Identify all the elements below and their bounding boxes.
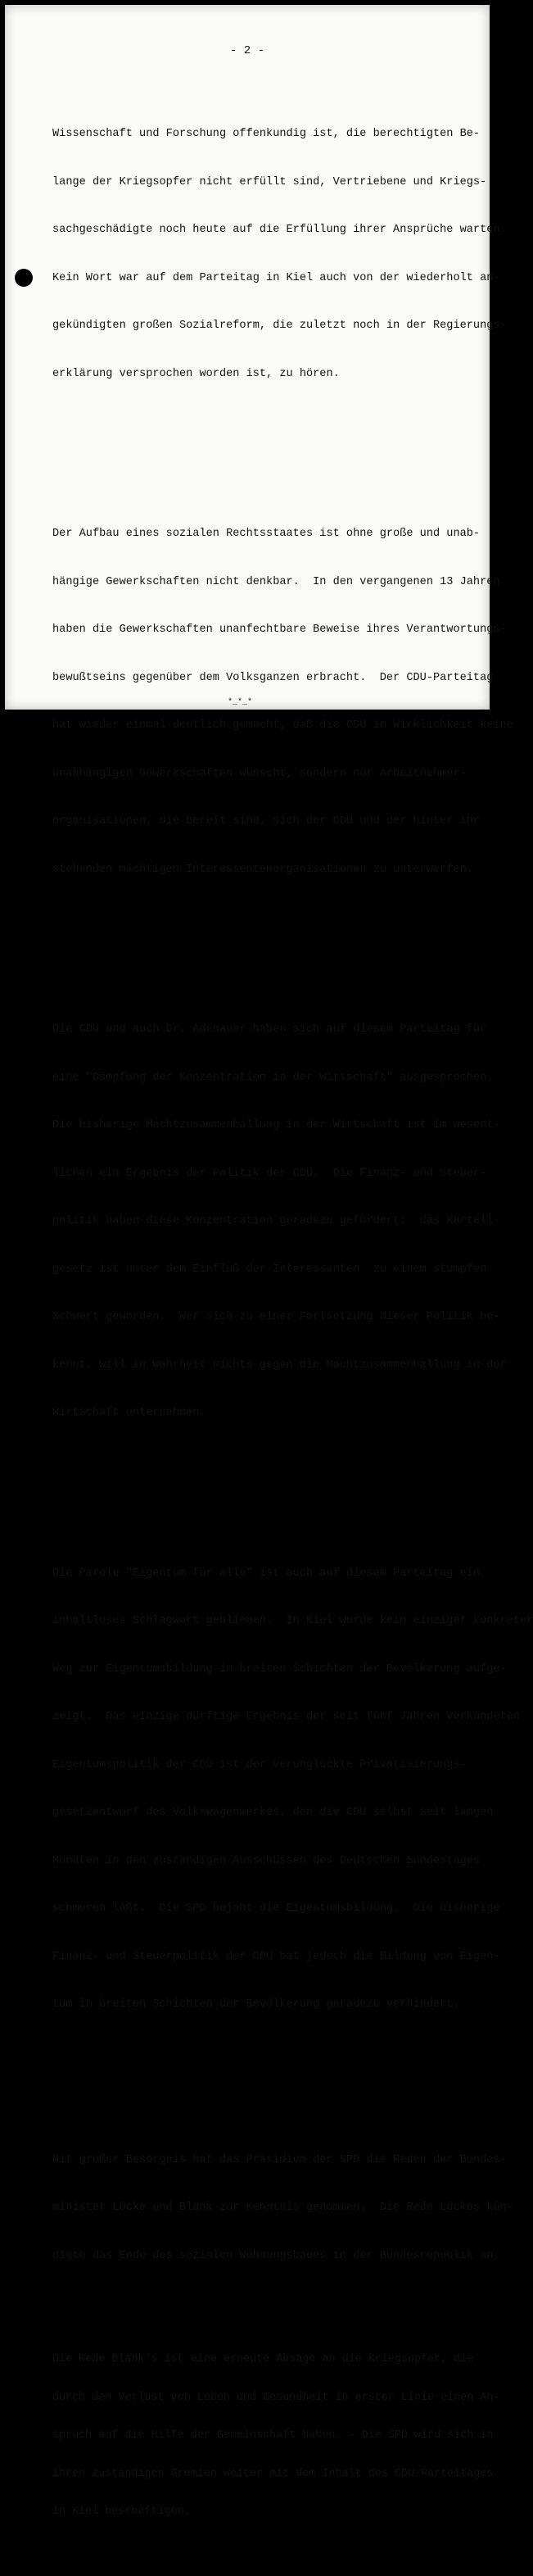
text-line: ihren zuständigen Gremien weiter mit dem Inhalt des CDU-Parteitages — [52, 2467, 494, 2480]
text-line: gesetzentwurf des Volkswagenwerkes, den die CDU selbst seit langen — [52, 1807, 494, 1819]
text-line: unabhängigen Gewerkschaften wünscht, sondern nur Arbeitnehmer- — [52, 767, 467, 780]
text-line: inhaltloses Schlagwort geblieben. In Kiel wurde kein einziger konkreter — [52, 1615, 533, 1627]
text-line: minister Lücke und Blank zur Kenntnis genommen. Die Rede Lückes kün- — [52, 2202, 513, 2214]
text-line: tum in breiten Schichten der Bevölkerung geradezu verhindert. — [52, 1998, 460, 2011]
text-line: zeigt. Das einzige dürftige Ergebnis der seit fünf Jahren verkündeten — [52, 1711, 521, 1723]
text-line: politik haben diese Konzentration geradezu gefördert; das Kartell- — [52, 1215, 500, 1227]
text-line: lange der Kriegsopfer nicht erfüllt sind, Vertriebene und Kriegs- — [52, 175, 487, 188]
page-number: - 2 - — [229, 44, 264, 57]
text-line: hat wieder einmal deutlich gemacht, daß die CDU in Wirklichkeit keine — [52, 719, 513, 732]
text-line: haben die Gewerkschaften unanfechtbare Beweise ihres Verantwortungs- — [52, 624, 507, 636]
text-line: Der Aufbau eines sozialen Rechtsstaates ist ohne große und unab- — [52, 528, 481, 540]
document-page — [5, 5, 533, 2518]
text-line: Schwert geworden. Wer sich zu einer Fortsetzung dieser Politik be- — [52, 1311, 500, 1323]
text-line: hängige Gewerkschaften nicht denkbar. In den vergangenen 13 Jahren — [52, 575, 500, 588]
text-line: Die Rede Blank's ist eine erneute Absage an die Kriegsopfer, die — [52, 2353, 474, 2365]
document-body — [52, 62, 533, 2576]
text-line: bewußtseins gegenüber dem Volksganzen erbracht. Der CDU-Parteitag — [52, 671, 494, 684]
text-line: digte das Ende des sozialen Wohnungsbaues in der Bundesrepublik an. — [52, 2249, 500, 2262]
text-line: Finanz- und Steuerpolitik der CDU hat jedoch die Bildung von Eigen- — [52, 1950, 500, 1963]
paragraph-4 — [52, 1534, 533, 2045]
text-line: Die Parole "Eigentum für alle" ist auch auf diesem Parteitag ein — [52, 1567, 481, 1580]
text-line: durch den Verlust von Leben und Gesundheit in erster Linie einen An- — [52, 2391, 500, 2404]
text-line: Kein Wort war auf dem Parteitag in Kiel auch von der wiederholt an- — [52, 271, 500, 284]
text-line: kennt, will in Wahrheit nichts gegen die Machtzusammenballung in der — [52, 1358, 507, 1372]
text-line: Die CDU und auch Dr. Adenauer haben sich auf diesem Parteitag für — [52, 1023, 487, 1036]
text-line: Wissenschaft und Forschung offenkundig ist, die berechtigten Be- — [52, 128, 481, 140]
text-line: in Kiel beschäftigen. — [52, 2506, 191, 2518]
text-line: stehenden mächtigen Interessentenorganisationen zu unterwerfen. — [52, 863, 473, 876]
text-line: Eigentumspolitik der CDU ist der verunglückte Privatisierungs- — [52, 1758, 467, 1771]
text-line: gesetz ist unter dem Einfluß der Interessenten zu einem stumpfen — [52, 1263, 487, 1276]
text-line: Mit großer Besorgnis hat das Präsidium der SPD die Reden der Bundes- — [52, 2153, 507, 2166]
punch-hole — [15, 269, 33, 287]
text-line: organisationen, die bereit sind, sich der CDU und der hinter ihr — [52, 815, 481, 828]
paragraph-5 — [52, 2120, 513, 2297]
text-line: Wirtschaft unternehmen. — [52, 1407, 206, 1419]
text-line: Monaten in den zuständigen Ausschüssen des Deutschen Bundestages — [52, 1854, 481, 1867]
text-line: eine "Dämpfung der Konzentration in der Wirtschaft" ausgesprochen. — [52, 1071, 494, 1084]
paragraph-6 — [52, 2328, 500, 2544]
text-line: erklärung versprochen worden ist, zu hören. — [52, 367, 340, 380]
text-line: Weg zur Eigentumsbildung in breiten Schichten der Bevölkerung aufge- — [52, 1662, 507, 1676]
paragraph-1 — [52, 94, 507, 414]
text-line: sachgeschädigte noch heute auf die Erfüllung ihrer Ansprüche warten. — [52, 224, 507, 236]
text-line: spruch auf die Hilfe der Gemeinschaft haben. - Die SPD wird sich in — [52, 2429, 494, 2442]
end-mark: *_*_* — [228, 698, 253, 707]
text-line: gekündigten großen Sozialreform, die zuletzt noch in der Regierungs- — [52, 320, 507, 332]
paragraph-2 — [52, 494, 513, 909]
paragraph-3 — [52, 990, 507, 1454]
text-line: lichen ein Ergebnis der Politik der CDU. Die Finanz- und Steuer- — [52, 1167, 487, 1180]
text-line: schmoren läßt. Die SPD bejaht die Eigentumsbildung. Die bisherige — [52, 1903, 500, 1915]
text-line: Die bisherige Machtzusammenballung in der Wirtschaft ist im wesent- — [52, 1119, 500, 1132]
